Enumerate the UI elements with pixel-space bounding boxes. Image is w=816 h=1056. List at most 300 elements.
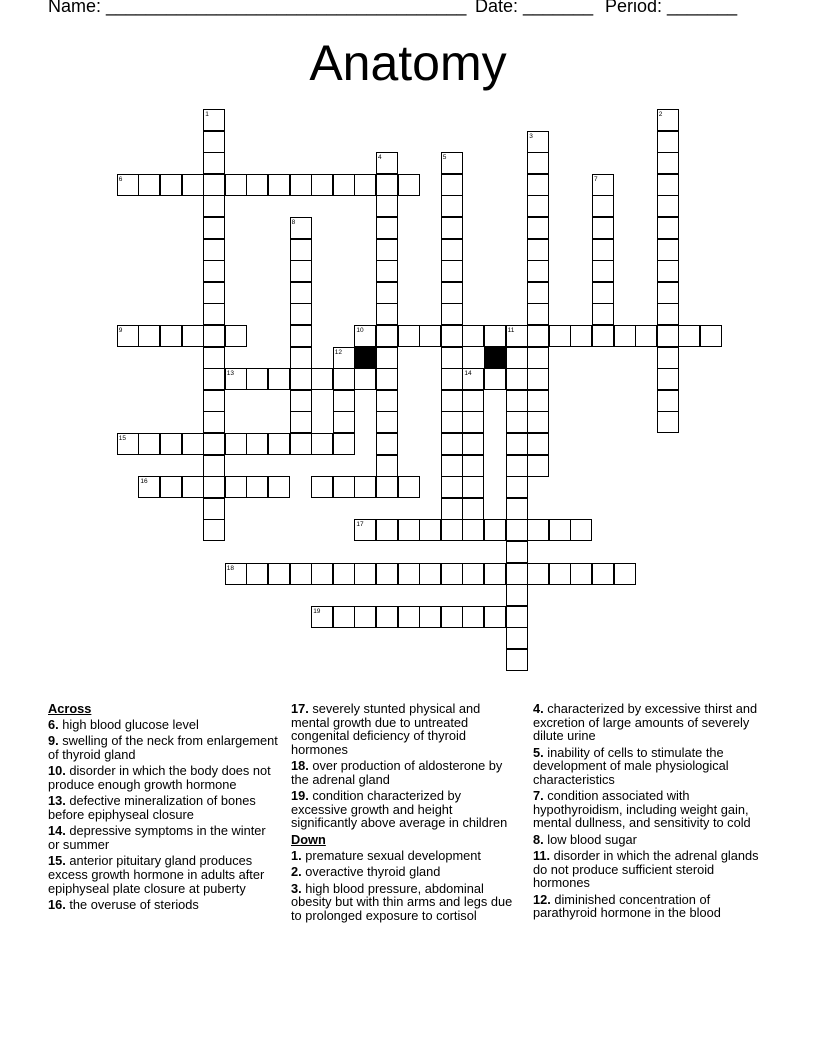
grid-cell[interactable]	[441, 433, 463, 455]
grid-cell[interactable]	[700, 325, 722, 347]
clue-text: condition characterized by excessive growth and height significantly above average in children	[291, 788, 508, 831]
grid-cell[interactable]	[311, 433, 333, 455]
grid-cell[interactable]	[203, 390, 225, 412]
grid-cell[interactable]	[441, 519, 463, 541]
grid-cell[interactable]	[657, 195, 679, 217]
grid-cell[interactable]	[354, 174, 376, 196]
grid-cell[interactable]	[160, 476, 182, 498]
clue-number-label: 12.	[533, 891, 551, 907]
grid-cell[interactable]	[203, 303, 225, 325]
grid-cell[interactable]	[290, 390, 312, 412]
clue-number: 7	[594, 175, 598, 183]
grid-cell[interactable]	[398, 476, 420, 498]
grid-cell[interactable]	[246, 563, 268, 585]
grid-cell[interactable]	[268, 174, 290, 196]
clue-item	[533, 833, 773, 847]
grid-cell[interactable]	[290, 325, 312, 347]
clue-text: defective mineralization of bones before epiphyseal closure	[48, 793, 256, 823]
grid-cell[interactable]	[376, 303, 398, 325]
clue-text: disorder in which the body does not produce enough growth hormone	[48, 763, 271, 793]
date-field-label: Date: _______	[475, 0, 594, 16]
grid-cell[interactable]	[462, 368, 484, 390]
grid-cell[interactable]	[203, 476, 225, 498]
grid-cell[interactable]	[657, 282, 679, 304]
grid-cell[interactable]	[592, 260, 614, 282]
grid-cell[interactable]	[333, 606, 355, 628]
grid-cell[interactable]	[376, 563, 398, 585]
grid-cell[interactable]	[290, 239, 312, 261]
grid-cell[interactable]	[506, 390, 528, 412]
grid-cell[interactable]	[203, 411, 225, 433]
grid-cell[interactable]	[592, 195, 614, 217]
grid-cell[interactable]	[506, 325, 528, 347]
clue-item	[291, 865, 516, 879]
grid-cell[interactable]	[527, 174, 549, 196]
grid-cell[interactable]	[203, 498, 225, 520]
grid-cell[interactable]	[225, 563, 247, 585]
grid-cell[interactable]	[354, 368, 376, 390]
grid-cell[interactable]	[376, 347, 398, 369]
grid-cell[interactable]	[290, 217, 312, 239]
grid-cell[interactable]	[527, 260, 549, 282]
grid-cell[interactable]	[203, 239, 225, 261]
grid-cell[interactable]	[225, 368, 247, 390]
grid-cell[interactable]	[506, 411, 528, 433]
grid-cell[interactable]	[225, 433, 247, 455]
grid-cell[interactable]	[462, 498, 484, 520]
grid-cell[interactable]	[506, 498, 528, 520]
clue-number-label: 8.	[533, 831, 544, 847]
grid-cell[interactable]	[117, 325, 139, 347]
grid-cell[interactable]	[441, 606, 463, 628]
clue-text: the overuse of steriods	[65, 897, 199, 912]
clue-number: 1	[205, 111, 209, 118]
grid-cell[interactable]	[506, 563, 528, 585]
grid-cell[interactable]	[376, 282, 398, 304]
clues-column-2	[291, 702, 516, 925]
grid-cell[interactable]	[333, 563, 355, 585]
grid-cell[interactable]	[506, 368, 528, 390]
grid-cell[interactable]	[527, 433, 549, 455]
grid-cell[interactable]	[657, 347, 679, 369]
grid-cell[interactable]	[462, 433, 484, 455]
grid-cell[interactable]	[441, 217, 463, 239]
grid-cell[interactable]	[592, 303, 614, 325]
grid-cell[interactable]	[376, 152, 398, 174]
clue-number-label: 14.	[48, 823, 66, 839]
across-heading: Across	[48, 701, 92, 716]
grid-cell[interactable]	[657, 368, 679, 390]
grid-cell[interactable]	[462, 519, 484, 541]
grid-cell[interactable]	[657, 131, 679, 153]
clue-item	[48, 718, 280, 732]
grid-cell[interactable]	[333, 368, 355, 390]
clue-item	[291, 849, 516, 863]
clue-item	[291, 702, 516, 756]
grid-cell[interactable]	[182, 174, 204, 196]
grid-cell[interactable]	[527, 325, 549, 347]
clue-item	[48, 794, 280, 821]
clue-number: 16	[140, 478, 148, 486]
grid-cell[interactable]	[419, 325, 441, 347]
clue-number: 9	[118, 327, 123, 334]
clue-number: 18	[226, 564, 235, 572]
grid-cell[interactable]	[268, 368, 290, 390]
grid-cell[interactable]	[311, 368, 333, 390]
clue-text: overactive thyroid gland	[301, 864, 441, 880]
grid-cell[interactable]	[117, 174, 139, 196]
grid-cell[interactable]	[138, 476, 160, 498]
grid-cell[interactable]	[614, 563, 636, 585]
clue-number: 4	[378, 154, 382, 162]
grid-cell[interactable]	[311, 563, 333, 585]
grid-cell[interactable]	[462, 476, 484, 498]
grid-cell[interactable]	[333, 476, 355, 498]
clue-number-label: 5.	[533, 744, 544, 760]
grid-cell[interactable]	[311, 174, 333, 196]
grid-cell[interactable]	[527, 282, 549, 304]
grid-cell[interactable]	[484, 325, 506, 347]
grid-cell[interactable]	[441, 476, 463, 498]
grid-cell[interactable]	[290, 282, 312, 304]
grid-cell[interactable]	[203, 455, 225, 477]
grid-cell[interactable]	[203, 260, 225, 282]
grid-cell[interactable]	[182, 476, 204, 498]
clue-item	[533, 893, 773, 920]
grid-cell[interactable]	[441, 260, 463, 282]
grid-cell[interactable]	[441, 325, 463, 347]
grid-cell[interactable]	[484, 368, 506, 390]
grid-cell[interactable]	[506, 649, 528, 671]
clue-number-label: 4.	[533, 701, 544, 716]
grid-cell[interactable]	[225, 325, 247, 347]
clue-item	[533, 746, 773, 787]
clue-item	[533, 789, 773, 830]
clue-number: 8	[291, 219, 296, 226]
grid-cell[interactable]	[527, 455, 549, 477]
clue-number: 2	[658, 111, 663, 118]
clue-item	[48, 898, 280, 912]
grid-cell[interactable]	[441, 455, 463, 477]
grid-cell[interactable]	[657, 325, 679, 347]
grid-cell[interactable]	[246, 174, 268, 196]
grid-cell[interactable]	[484, 519, 506, 541]
grid-cell[interactable]	[484, 563, 506, 585]
grid-cell[interactable]	[333, 174, 355, 196]
grid-cell[interactable]	[441, 368, 463, 390]
grid-cell[interactable]	[225, 476, 247, 498]
blocked-cell	[484, 347, 506, 369]
grid-cell[interactable]	[290, 433, 312, 455]
grid-cell[interactable]	[376, 260, 398, 282]
grid-cell[interactable]	[203, 519, 225, 541]
grid-cell[interactable]	[506, 455, 528, 477]
grid-cell[interactable]	[333, 347, 355, 369]
clue-number-label: 1.	[291, 847, 302, 863]
grid-cell[interactable]	[333, 433, 355, 455]
grid-cell[interactable]	[657, 217, 679, 239]
grid-cell[interactable]	[441, 411, 463, 433]
grid-cell[interactable]	[592, 217, 614, 239]
grid-cell[interactable]	[138, 325, 160, 347]
grid-cell[interactable]	[268, 563, 290, 585]
grid-cell[interactable]	[311, 476, 333, 498]
grid-cell[interactable]	[441, 282, 463, 304]
grid-cell[interactable]	[506, 584, 528, 606]
clue-number: 17	[356, 521, 364, 529]
clue-text: condition associated with hypothyroidism, including weight gain, mental dullness, and sensitivity to cold	[533, 788, 751, 831]
grid-cell[interactable]	[462, 390, 484, 412]
grid-cell[interactable]	[527, 303, 549, 325]
grid-cell[interactable]	[592, 563, 614, 585]
grid-cell[interactable]	[657, 303, 679, 325]
clue-text: high blood pressure, abdominal obesity but with thin arms and legs due to prolonged exposure to cortisol	[291, 880, 513, 923]
clue-item	[533, 702, 773, 743]
grid-cell[interactable]	[376, 217, 398, 239]
grid-cell[interactable]	[527, 519, 549, 541]
clue-number-label: 11.	[533, 848, 551, 864]
clue-text: low blood sugar	[543, 831, 637, 847]
clue-item	[533, 849, 773, 890]
grid-cell[interactable]	[549, 519, 571, 541]
grid-cell[interactable]	[376, 325, 398, 347]
grid-cell[interactable]	[290, 347, 312, 369]
clue-item	[48, 854, 280, 895]
grid-cell[interactable]	[570, 563, 592, 585]
clue-text: anterior pituitary gland produces excess growth hormone in adults after epiphyseal plate closure at puberty	[48, 853, 265, 896]
grid-cell[interactable]	[225, 174, 247, 196]
clue-text: high blood glucose level	[58, 717, 199, 733]
clue-number-label: 10.	[48, 763, 66, 779]
grid-cell[interactable]	[441, 174, 463, 196]
grid-cell[interactable]	[527, 347, 549, 369]
clue-item	[48, 764, 280, 791]
grid-cell[interactable]	[441, 498, 463, 520]
grid-cell[interactable]	[419, 519, 441, 541]
grid-cell[interactable]	[376, 390, 398, 412]
clue-number-label: 9.	[48, 733, 59, 749]
grid-cell[interactable]	[182, 433, 204, 455]
grid-cell[interactable]	[506, 627, 528, 649]
grid-cell[interactable]	[462, 411, 484, 433]
grid-cell[interactable]	[462, 563, 484, 585]
grid-cell[interactable]	[527, 152, 549, 174]
grid-cell[interactable]	[527, 195, 549, 217]
clue-number-label: 16.	[48, 897, 66, 912]
grid-cell[interactable]	[678, 325, 700, 347]
grid-cell[interactable]	[657, 260, 679, 282]
grid-cell[interactable]	[441, 152, 463, 174]
grid-cell[interactable]	[527, 217, 549, 239]
grid-cell[interactable]	[506, 606, 528, 628]
clue-number: 12	[334, 348, 343, 356]
clue-number-label: 6.	[48, 717, 59, 733]
grid-cell[interactable]	[506, 433, 528, 455]
grid-cell[interactable]	[376, 519, 398, 541]
grid-cell[interactable]	[376, 455, 398, 477]
grid-cell[interactable]	[138, 433, 160, 455]
clue-text: premature sexual development	[301, 847, 481, 863]
clues-column-3	[533, 702, 773, 923]
grid-cell[interactable]	[549, 325, 571, 347]
grid-cell[interactable]	[290, 174, 312, 196]
grid-cell[interactable]	[290, 303, 312, 325]
grid-cell[interactable]	[398, 174, 420, 196]
grid-cell[interactable]	[462, 606, 484, 628]
grid-cell[interactable]	[203, 368, 225, 390]
clue-text: severely stunted physical and mental growth due to untreated congenital deficiency of thyroid hormones	[291, 701, 481, 757]
grid-cell[interactable]	[398, 325, 420, 347]
grid-cell[interactable]	[376, 606, 398, 628]
clue-text: swelling of the neck from enlargement of thyroid gland	[48, 733, 278, 763]
grid-cell[interactable]	[160, 174, 182, 196]
grid-cell[interactable]	[398, 519, 420, 541]
grid-cell[interactable]	[592, 239, 614, 261]
grid-cell[interactable]	[506, 519, 528, 541]
grid-cell[interactable]	[203, 325, 225, 347]
clues-column-1	[48, 702, 280, 914]
grid-cell[interactable]	[160, 325, 182, 347]
grid-cell[interactable]	[462, 455, 484, 477]
grid-cell[interactable]	[527, 239, 549, 261]
grid-cell[interactable]	[441, 347, 463, 369]
grid-cell[interactable]	[376, 239, 398, 261]
page-title: Anatomy	[309, 35, 507, 91]
grid-cell[interactable]	[203, 109, 225, 131]
blocked-cell	[354, 347, 376, 369]
grid-cell[interactable]	[657, 411, 679, 433]
grid-cell[interactable]	[376, 174, 398, 196]
grid-cell[interactable]	[246, 368, 268, 390]
clue-text: characterized by excessive thirst and excretion of large amounts of severely dilute urine	[533, 701, 758, 744]
grid-cell[interactable]	[354, 563, 376, 585]
grid-cell[interactable]	[203, 174, 225, 196]
grid-cell[interactable]	[246, 433, 268, 455]
grid-cell[interactable]	[376, 411, 398, 433]
clue-item	[291, 882, 516, 923]
clue-text: disorder in which the adrenal glands do not produce sufficient steroid hormones	[533, 848, 759, 891]
grid-cell[interactable]	[506, 476, 528, 498]
grid-cell[interactable]	[138, 174, 160, 196]
grid-cell[interactable]	[441, 195, 463, 217]
grid-cell[interactable]	[203, 152, 225, 174]
grid-cell[interactable]	[506, 347, 528, 369]
grid-cell[interactable]	[290, 368, 312, 390]
grid-cell[interactable]	[290, 563, 312, 585]
grid-cell[interactable]	[333, 411, 355, 433]
grid-cell[interactable]	[268, 433, 290, 455]
grid-cell[interactable]	[549, 563, 571, 585]
grid-cell[interactable]	[441, 563, 463, 585]
clue-number-label: 15.	[48, 853, 66, 869]
grid-cell[interactable]	[203, 131, 225, 153]
clue-number-label: 2.	[291, 864, 302, 880]
grid-cell[interactable]	[657, 152, 679, 174]
clue-number-label: 13.	[48, 793, 66, 809]
clue-number: 3	[529, 132, 533, 140]
clue-item	[291, 789, 516, 830]
grid-cell[interactable]	[333, 390, 355, 412]
grid-cell[interactable]	[160, 433, 182, 455]
grid-cell[interactable]	[462, 325, 484, 347]
grid-cell[interactable]	[419, 606, 441, 628]
grid-cell[interactable]	[527, 368, 549, 390]
grid-cell[interactable]	[527, 390, 549, 412]
grid-cell[interactable]	[354, 519, 376, 541]
grid-cell[interactable]	[376, 433, 398, 455]
grid-cell[interactable]	[398, 606, 420, 628]
grid-cell[interactable]	[354, 325, 376, 347]
grid-cell[interactable]	[527, 563, 549, 585]
period-field-label: Period: _______	[605, 0, 738, 16]
grid-cell[interactable]	[527, 131, 549, 153]
grid-cell[interactable]	[570, 519, 592, 541]
clue-number-label: 7.	[533, 788, 544, 804]
clue-number: 15	[118, 435, 127, 442]
grid-cell[interactable]	[527, 411, 549, 433]
grid-cell[interactable]	[203, 195, 225, 217]
grid-cell[interactable]	[592, 174, 614, 196]
grid-cell[interactable]	[570, 325, 592, 347]
grid-cell[interactable]	[657, 174, 679, 196]
clue-number: 14	[464, 370, 472, 378]
grid-cell[interactable]	[484, 606, 506, 628]
grid-cell[interactable]	[376, 476, 398, 498]
grid-cell[interactable]	[246, 476, 268, 498]
grid-cell[interactable]	[290, 411, 312, 433]
grid-cell[interactable]	[635, 325, 657, 347]
grid-cell[interactable]	[376, 195, 398, 217]
clue-text: depressive symptoms in the winter or summer	[48, 823, 266, 853]
name-field-label: Name: ____________________________________	[48, 0, 467, 16]
grid-cell[interactable]	[268, 476, 290, 498]
clue-item	[48, 824, 280, 851]
grid-cell[interactable]	[290, 260, 312, 282]
grid-cell[interactable]	[354, 606, 376, 628]
clue-number-label: 17.	[291, 701, 309, 716]
grid-cell[interactable]	[506, 541, 528, 563]
grid-cell[interactable]	[117, 433, 139, 455]
grid-cell[interactable]	[657, 109, 679, 131]
grid-cell[interactable]	[203, 433, 225, 455]
grid-cell[interactable]	[203, 217, 225, 239]
clue-number-label: 19.	[291, 788, 309, 804]
clue-number: 11	[507, 327, 515, 334]
grid-cell[interactable]	[657, 239, 679, 261]
clue-text: diminished concentration of parathyroid hormone in the blood	[533, 891, 721, 921]
grid-cell[interactable]	[441, 239, 463, 261]
grid-cell[interactable]	[311, 606, 333, 628]
grid-cell[interactable]	[592, 325, 614, 347]
clue-number-label: 18.	[291, 758, 309, 774]
grid-cell[interactable]	[203, 347, 225, 369]
grid-cell[interactable]	[614, 325, 636, 347]
grid-cell[interactable]	[398, 563, 420, 585]
grid-cell[interactable]	[657, 390, 679, 412]
clue-item	[48, 734, 280, 761]
clue-number: 10	[356, 327, 364, 334]
grid-cell[interactable]	[592, 282, 614, 304]
grid-cell[interactable]	[376, 368, 398, 390]
clue-text: over production of aldosterone by the adrenal gland	[291, 758, 503, 787]
grid-cell[interactable]	[182, 325, 204, 347]
clue-item	[291, 759, 516, 786]
grid-cell[interactable]	[419, 563, 441, 585]
grid-cell[interactable]	[441, 303, 463, 325]
grid-cell[interactable]	[354, 476, 376, 498]
grid-cell[interactable]	[203, 282, 225, 304]
grid-cell[interactable]	[441, 390, 463, 412]
